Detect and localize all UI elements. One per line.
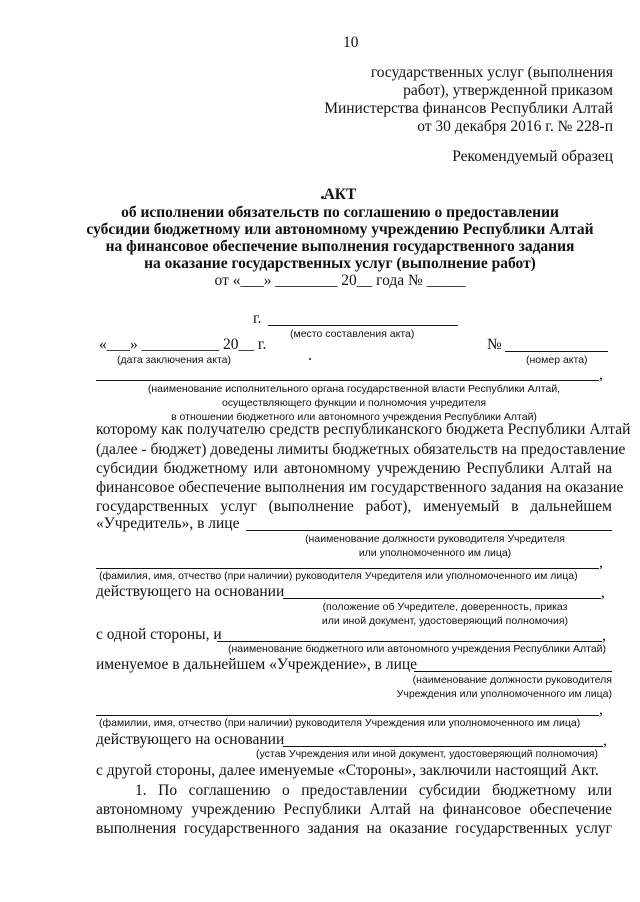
act-subtitle-line: на оказание государственных услуг (выполнение работ) <box>144 255 536 272</box>
founder-label: «Учредитель», в лице <box>96 515 240 532</box>
comma: , <box>603 732 607 749</box>
caption-line: в отношении бюджетного или автономного учреждения Республики Алтай) <box>171 411 537 423</box>
institution-label: именуемое в дальнейшем «Учреждение», в лице <box>96 656 418 673</box>
caption-line: (положение об Учредителе, доверенность, приказ <box>322 601 568 613</box>
paragraph-line: финансовое обеспечение выполнения им государственного задания на оказание <box>96 479 624 496</box>
approval-header-line: государственных услуг (выполнения <box>370 64 613 81</box>
clause-line: 1. По соглашению о предоставлении субсидии бюджетному или <box>135 782 612 799</box>
comma: , <box>601 584 605 601</box>
act-subtitle-line: субсидии бюджетному или автономному учреждению Республики Алтай <box>86 221 594 238</box>
caption-line: (наименование должности руководителя <box>412 674 612 686</box>
clause-line: выполнения государственного задания на оказание государственных услуг <box>96 820 612 837</box>
institution-fio-line <box>96 715 599 716</box>
comma: , <box>602 627 606 644</box>
act-subtitle <box>0 204 640 272</box>
institution-name-caption: (наименование бюджетного или автономного учреждения Республики Алтай) <box>228 643 607 655</box>
approval-header <box>324 64 613 136</box>
approval-header-line: Министерства финансов Республики Алтай <box>324 100 613 117</box>
caption-line: или уполномоченного им лица) <box>358 547 512 559</box>
place-prefix: г. <box>253 310 262 327</box>
comma: , <box>599 701 603 718</box>
paragraph-line: субсидии бюджетному или автономному учреждению Республики Алтай на <box>96 460 612 477</box>
act-number-prefix: № <box>487 336 502 353</box>
institution-name-line <box>217 641 602 642</box>
caption-line: или иной документ, удостоверяющий полномочия) <box>321 615 569 627</box>
institution-fio-caption: (фамилии, имя, отчество (при наличии) руководителя Учреждения или уполномоченного им лица) <box>99 717 581 729</box>
acting-basis-label-2: действующего на основании <box>96 731 285 748</box>
founder-position-caption <box>270 532 600 560</box>
acting-basis-caption <box>290 600 600 628</box>
one-side-label: с одной стороны, и <box>96 626 222 643</box>
paragraph-line: (далее - бюджет) доведены лимиты бюджетных обязательств на предоставление <box>96 441 626 458</box>
acting-basis-line-2 <box>283 746 603 747</box>
acting-basis-label: действующего на основании <box>96 583 285 600</box>
executive-body-line <box>96 380 599 381</box>
page-number: 10 <box>343 34 359 51</box>
founder-position-line <box>246 530 612 531</box>
act-number-caption: (номер акта) <box>526 354 588 366</box>
institution-head-caption <box>360 673 612 701</box>
place-field-line <box>268 325 458 326</box>
founder-fio-caption: (фамилия, имя, отчество (при наличии) руководителя Учредителя или уполномоченного им лица) <box>99 570 578 582</box>
acting-basis-caption-2: (устав Учреждения или иной документ, удостоверяющий полномочия) <box>256 748 598 760</box>
act-title: АКТ <box>323 186 357 203</box>
acting-basis-line <box>283 598 601 599</box>
recommended-sample-label: Рекомендуемый образец <box>452 148 613 165</box>
approval-header-line: от 30 декабря 2016 г. № 228-п <box>417 118 613 135</box>
paragraph-line: государственных услуг (выполнение работ), именуемый в дальнейшем <box>96 498 612 515</box>
executive-body-caption <box>96 382 612 424</box>
act-subtitle-line: об исполнении обязательств по соглашению о предоставлении <box>121 204 559 221</box>
caption-line: (наименование исполнительного органа государственной власти Республики Алтай, <box>147 383 561 395</box>
date-caption: (дата заключения акта) <box>117 354 231 366</box>
approval-header-line: работ), утвержденной приказом <box>403 82 613 99</box>
caption-line: Учреждения или уполномоченного им лица) <box>396 688 612 700</box>
clause-line: автономному учреждению Республики Алтай на финансовое обеспечение <box>96 801 612 818</box>
comma: , <box>599 366 603 383</box>
place-caption: (место составления акта) <box>290 328 415 340</box>
other-side-text: с другой стороны, далее именуемые «Стороны», заключили настоящий Акт. <box>96 762 599 779</box>
caption-line: осуществляющего функции и полномочия учредителя <box>221 397 487 409</box>
act-subtitle-line: на финансовое обеспечение выполнения государственного задания <box>105 238 575 255</box>
caption-line: (наименование должности руководителя Учредителя <box>305 533 565 545</box>
paragraph-line: которому как получателю средств республиканского бюджета Республики Алтай <box>96 421 631 438</box>
act-date-number-line: от «___» ________ 20__ года № _____ <box>214 272 466 289</box>
scan-speck <box>309 358 311 360</box>
institution-head-line <box>414 671 612 672</box>
act-conclusion-date: «___» __________ 20__ г. <box>99 336 267 353</box>
comma: , <box>599 554 603 571</box>
act-number-line <box>505 351 608 352</box>
founder-fio-line <box>96 568 599 569</box>
